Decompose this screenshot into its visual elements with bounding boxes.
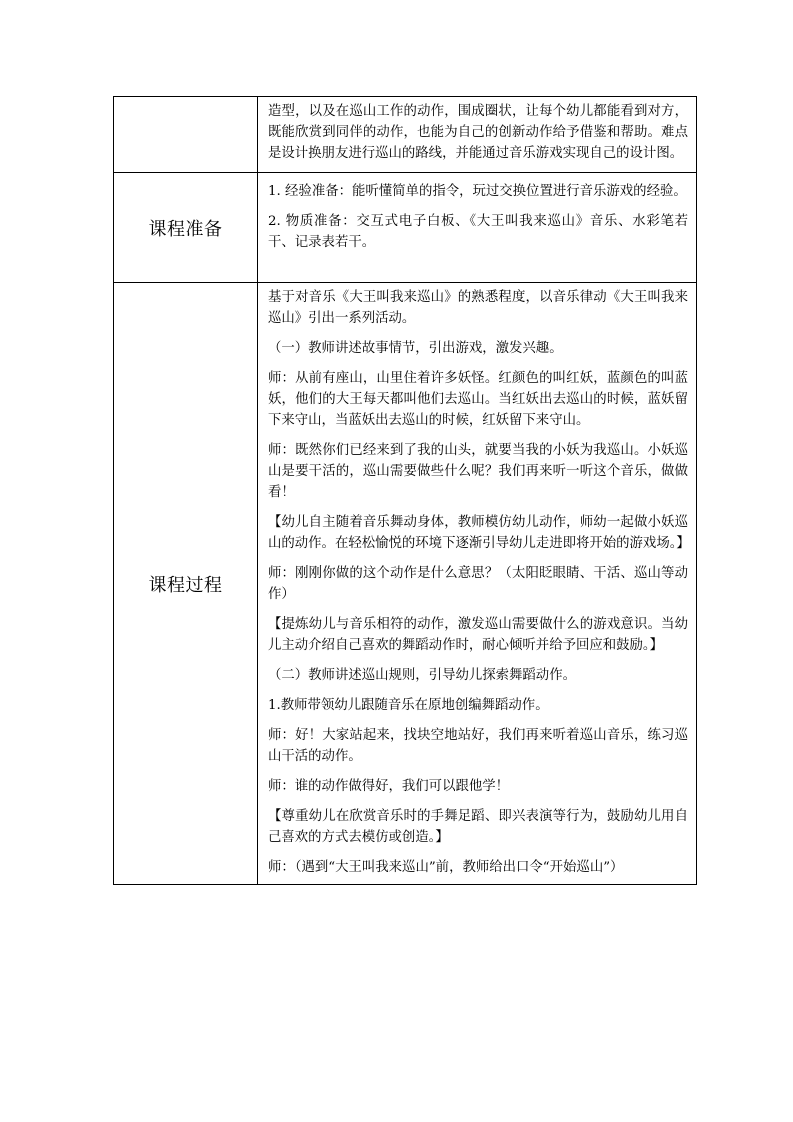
row-content-objectives — [258, 97, 697, 173]
paragraph: 师：既然你们已经来到了我的山头，就要当我的小妖为我巡山。小妖巡山是要干活的，巡山需要做些什么呢？我们再来听一听这个音乐，做做看！ — [268, 443, 688, 500]
paragraph: 1. 经验准备：能听懂简单的指令，玩过交换位置进行音乐游戏的经验。 — [268, 184, 687, 199]
row-label-empty — [114, 97, 258, 173]
paragraph: 基于对音乐《大王叫我来巡山》的熟悉程度，以音乐律动《大王叫我来巡山》引出一系列活动。 — [268, 290, 688, 326]
paragraph: 【尊重幼儿在欣赏音乐时的手舞足蹈、即兴表演等行为，鼓励幼儿用自己喜欢的方式去模仿或创造。】 — [268, 809, 688, 845]
paragraph: 1.教师带领幼儿跟随音乐在原地创编舞蹈动作。 — [268, 698, 549, 713]
paragraph: 【幼儿自主随着音乐舞动身体，教师模仿幼儿动作，师幼一起做小妖巡山的动作。在轻松愉悦的环境下逐渐引导幼儿走进即将开始的游戏场。】 — [268, 515, 690, 551]
paragraph: 师：谁的动作做得好，我们可以跟他学！ — [268, 779, 510, 794]
paragraph: 2. 物质准备：交互式电子白板、《大王叫我来巡山》音乐、水彩笔若干、记录表若干。 — [268, 214, 688, 250]
row-content-course-process — [258, 283, 697, 885]
paragraph: 师：从前有座山，山里住着许多妖怪。红颜色的叫红妖，蓝颜色的叫蓝妖，他们的大王每天都叫他们去巡山。当红妖出去巡山的时候，蓝妖留下来守山，当蓝妖出去巡山的时候，红妖留下来守山。 — [268, 371, 688, 428]
table-row-course-process — [114, 283, 697, 885]
paragraph: 师：刚刚你做的这个动作是什么意思？（太阳眨眼睛、干活、巡山等动作） — [268, 566, 688, 602]
lesson-plan-table — [113, 96, 697, 885]
paragraph: 师：（遇到“大王叫我来巡山”前，教师给出口令“开始巡山”） — [268, 860, 624, 875]
paragraph: 师：好！大家站起来，找块空地站好，我们再来听着巡山音乐，练习巡山干活的动作。 — [268, 728, 688, 764]
table-row-course-preparation — [114, 173, 697, 283]
paragraph: 造型，以及在巡山工作的动作，围成圈状，让每个幼儿都能看到对方，既能欣赏到同伴的动作，也能为自己的创新动作给予借鉴和帮助。难点是设计换朋友进行巡山的路线，并能通过音乐游戏实现自己的设计图。 — [268, 104, 688, 161]
paragraph: （一）教师讲述故事情节，引出游戏，激发兴趣。 — [268, 341, 563, 356]
paragraph: （二）教师讲述巡山规则，引导幼儿探索舞蹈动作。 — [268, 668, 576, 683]
row-content-course-preparation — [258, 173, 697, 283]
table-row-objectives-continued — [114, 97, 697, 173]
row-label-course-preparation: 课程准备 — [114, 173, 258, 283]
paragraph: 【提炼幼儿与音乐相符的动作，激发巡山需要做什么的游戏意识。当幼儿主动介绍自己喜欢的舞蹈动作时，耐心倾听并给予回应和鼓励。】 — [268, 617, 688, 653]
row-label-course-process: 课程过程 — [114, 283, 258, 885]
